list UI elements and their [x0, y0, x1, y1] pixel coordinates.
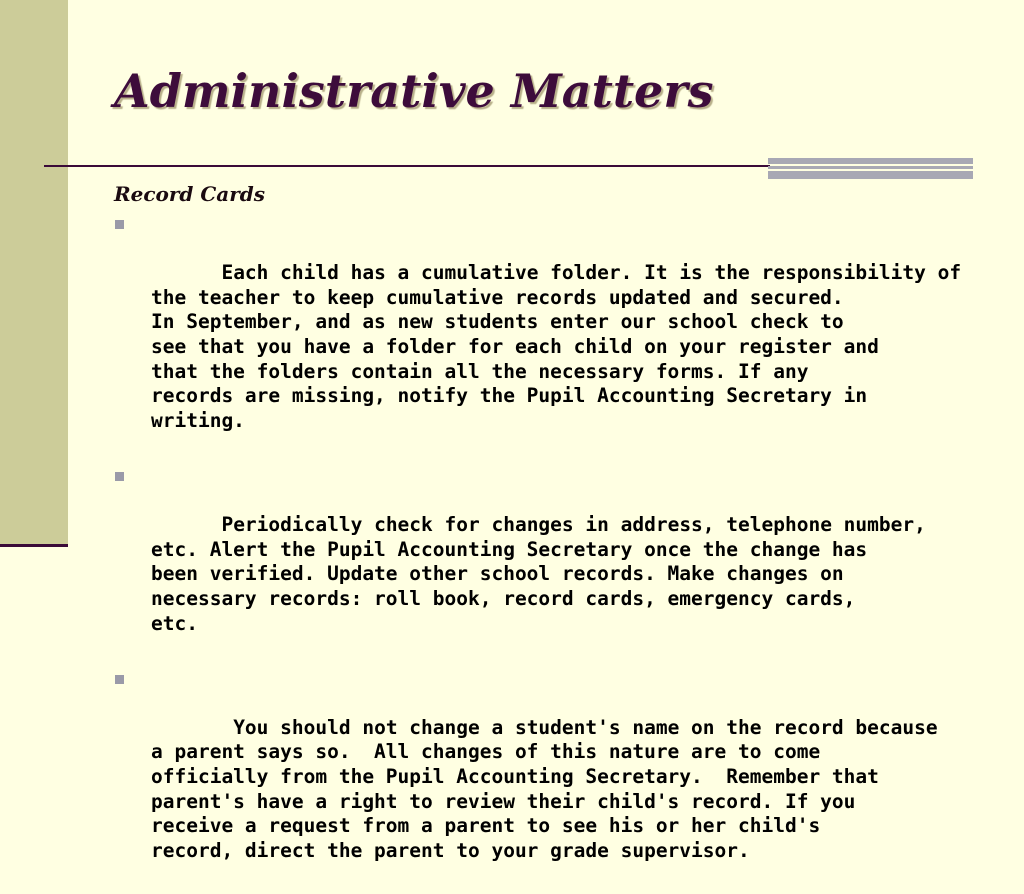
square-bullet-icon	[115, 220, 124, 229]
left-decorative-band	[0, 0, 68, 545]
accent-bar-top	[768, 158, 973, 164]
accent-bar-bottom	[768, 171, 973, 179]
slide-body	[114, 182, 974, 894]
square-bullet-icon	[115, 675, 124, 684]
bullet-text: You should not change a student's name on the record because a parent says so. All changes of this nature are to come officially from the Pupil Accounting Secretary. Remember that parent's have a right to review their child's record. If you receive a request from a parent to see his or her child's record, direct the parent to your grade supervisor.	[151, 715, 938, 862]
bullet-text: Each child has a cumulative folder. It is the responsibility of the teacher to keep cumulative records updated and secured. In September, and as new students enter our school check to see that you have a folder for each child on your register and that the folders contain all the necessary forms. If any records are missing, notify the Pupil Accounting Secretary in writing.	[151, 261, 962, 432]
bullet-item	[114, 212, 974, 458]
accent-bar-middle	[768, 166, 973, 169]
title-divider-rule	[44, 165, 770, 167]
slide-title: Administrative Matters	[114, 64, 714, 118]
bullet-text: Periodically check for changes in address, telephone number, etc. Alert the Pupil Accounting Secretary once the change has been verified. Update other school records. Make changes on necessary records: roll book, record cards, emergency cards, etc.	[151, 513, 926, 635]
square-bullet-icon	[115, 472, 124, 481]
section-subheading: Record Cards	[114, 182, 266, 206]
bullet-item	[114, 667, 974, 888]
bullet-list	[114, 212, 974, 888]
bullet-item	[114, 464, 974, 661]
left-band-underline	[0, 544, 68, 547]
